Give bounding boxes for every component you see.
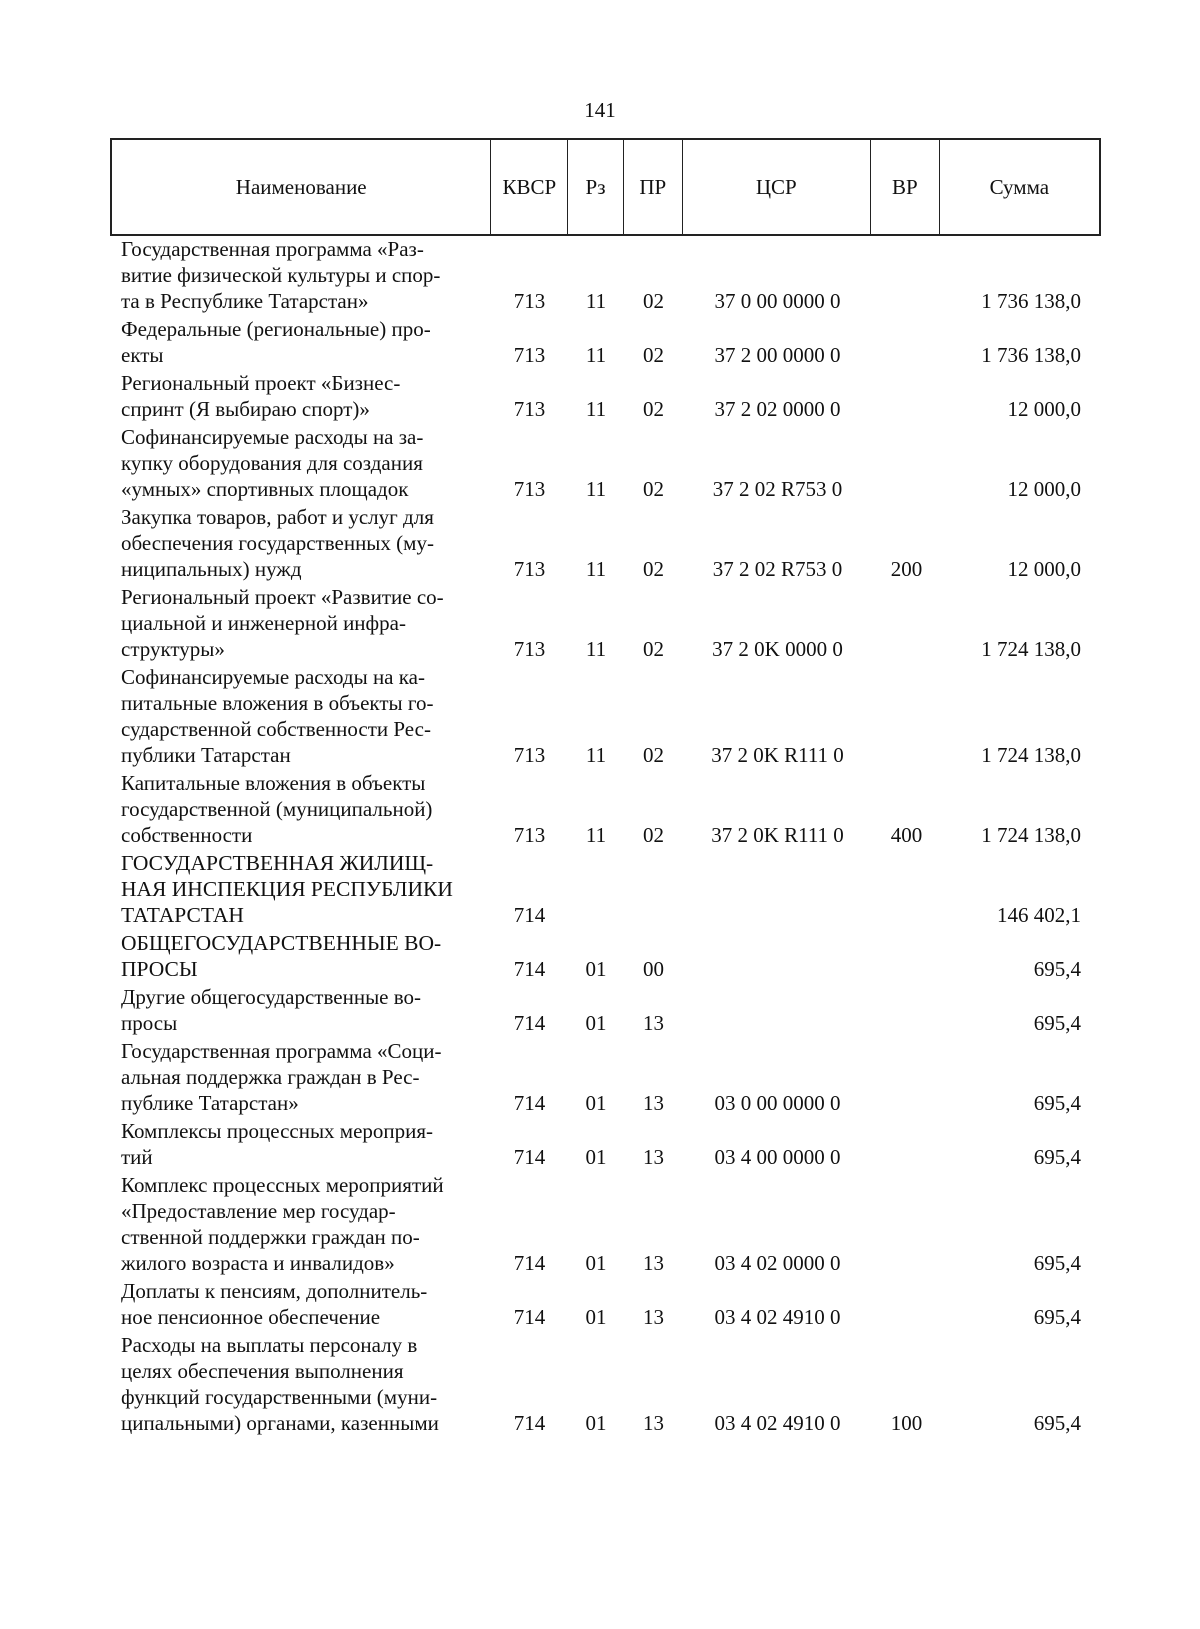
table-body [110,236,1101,1436]
cell-vr [872,636,941,662]
cell-csr: 37 2 0K 0000 0 [712,637,843,661]
cell-vr [872,476,941,502]
cell-vr [872,1090,941,1116]
cell-csr [683,1010,872,1036]
cell-kvsr: 714 [513,1011,546,1035]
cell-kvsr: 713 [513,343,546,367]
cell-kvsr: 713 [513,743,546,767]
cell-kvsr: 714 [513,1251,546,1275]
cell-csr: 37 2 02 R753 0 [712,557,843,581]
cell-sum: 12 000,0 [1007,557,1081,581]
table-row [110,504,1101,582]
header-csr: ЦСР [683,140,871,234]
cell-sum: 1 724 138,0 [981,637,1081,661]
cell-kvsr: 714 [513,1305,546,1329]
cell-vr [872,1250,941,1276]
cell-rz [568,902,624,928]
cell-csr: 03 4 02 4910 0 [714,1411,841,1435]
cell-vr [872,742,941,768]
cell-vr [872,342,941,368]
cell-sum: 1 736 138,0 [981,289,1081,313]
cell-vr [872,902,941,928]
cell-sum: 695,4 [1033,1411,1081,1435]
cell-kvsr: 713 [513,289,546,313]
header-kvsr: КВСР [491,140,568,234]
cell-vr [872,1304,941,1330]
cell-vr: 100 [890,1411,923,1435]
cell-name: Государственная программа «Раз- витие физической культуры и спор- та в Республике Татарстан» [121,237,441,313]
cell-csr: 03 0 00 0000 0 [714,1091,841,1115]
cell-pr: 00 [643,957,664,981]
cell-name: Софинансируемые расходы на ка- питальные вложения в объекты го- сударственной собственности Рес- публики Татарстан [121,665,434,767]
header-pr: ПР [624,140,683,234]
table-header [110,138,1101,236]
table-row [110,584,1101,662]
cell-pr: 13 [643,1305,664,1329]
cell-kvsr: 714 [513,1145,546,1169]
header-rz: Рз [568,140,624,234]
cell-kvsr: 713 [513,637,546,661]
cell-csr: 03 4 02 4910 0 [714,1305,841,1329]
cell-sum: 1 724 138,0 [981,743,1081,767]
cell-name: Капитальные вложения в объекты государственной (муниципальной) собственности [121,771,433,847]
cell-rz: 11 [585,343,607,367]
cell-rz: 01 [585,1305,607,1329]
cell-pr: 13 [643,1011,664,1035]
cell-pr: 13 [643,1145,664,1169]
cell-pr: 13 [643,1411,664,1435]
cell-rz: 01 [585,957,607,981]
cell-name: Федеральные (региональные) про- екты [121,317,431,367]
cell-csr [683,902,872,928]
cell-name: Доплаты к пенсиям, дополнитель- ное пенсионное обеспечение [121,1279,428,1329]
cell-sum: 695,4 [1033,957,1081,981]
cell-rz: 11 [585,397,607,421]
cell-sum: 695,4 [1033,1091,1081,1115]
cell-sum: 1 724 138,0 [981,823,1081,847]
header-vr: ВР [871,140,940,234]
cell-csr: 37 0 00 0000 0 [714,289,841,313]
cell-kvsr: 714 [513,903,546,927]
cell-sum: 695,4 [1033,1011,1081,1035]
cell-sum: 12 000,0 [1007,477,1081,501]
cell-vr [872,396,941,422]
cell-vr [872,1010,941,1036]
cell-sum: 695,4 [1033,1305,1081,1329]
cell-vr [872,956,941,982]
page-number: 141 [584,98,616,122]
cell-csr: 03 4 00 0000 0 [714,1145,841,1169]
cell-name: ОБЩЕГОСУДАРСТВЕННЫЕ ВО- ПРОСЫ [121,931,442,981]
cell-rz: 11 [585,477,607,501]
cell-pr: 02 [643,823,664,847]
cell-csr: 37 2 02 0000 0 [714,397,841,421]
cell-sum: 12 000,0 [1007,397,1081,421]
table-row [110,770,1101,848]
cell-vr [872,288,941,314]
table-row [110,424,1101,502]
cell-rz: 01 [585,1091,607,1115]
cell-vr: 400 [890,823,923,847]
cell-rz: 01 [585,1011,607,1035]
cell-vr [872,1144,941,1170]
cell-csr: 37 2 0K R111 0 [711,823,844,847]
cell-kvsr: 714 [513,957,546,981]
cell-name: Закупка товаров, работ и услуг для обеспечения государственных (му- ниципальных) нужд [121,505,434,581]
cell-rz: 11 [585,289,607,313]
table-row [110,664,1101,768]
cell-pr: 02 [643,477,664,501]
cell-pr [624,902,683,928]
cell-kvsr: 713 [513,557,546,581]
table-row [110,1038,1101,1116]
cell-sum: 146 402,1 [997,903,1081,927]
cell-pr: 02 [643,397,664,421]
cell-rz: 01 [585,1251,607,1275]
cell-csr [683,956,872,982]
table-row [110,930,1101,982]
cell-sum: 695,4 [1033,1251,1081,1275]
cell-csr: 37 2 00 0000 0 [714,343,841,367]
cell-name: Комплекс процессных мероприятий «Предоставление мер государ- ственной поддержки граждан по- жилого возраста и инвалидов» [121,1173,444,1275]
table-row [110,1278,1101,1330]
cell-rz: 11 [585,557,607,581]
cell-rz: 11 [585,743,607,767]
cell-csr: 37 2 0K R111 0 [711,743,844,767]
cell-vr: 200 [890,557,923,581]
cell-pr: 02 [643,743,664,767]
cell-rz: 11 [585,637,607,661]
cell-rz: 01 [585,1411,607,1435]
cell-name: Комплексы процессных мероприя- тий [121,1119,434,1169]
cell-csr: 37 2 02 R753 0 [712,477,843,501]
cell-kvsr: 714 [513,1411,546,1435]
cell-sum: 695,4 [1033,1145,1081,1169]
cell-name: ГОСУДАРСТВЕННАЯ ЖИЛИЩ- НАЯ ИНСПЕКЦИЯ РЕСПУБЛИКИ ТАТАРСТАН [121,851,453,927]
cell-rz: 01 [585,1145,607,1169]
cell-name: Государственная программа «Соци- альная поддержка граждан в Рес- публике Татарстан» [121,1039,442,1115]
cell-pr: 13 [643,1091,664,1115]
cell-kvsr: 713 [513,477,546,501]
cell-rz: 11 [585,823,607,847]
header-name: Наименование [112,140,491,234]
table-row [110,316,1101,368]
cell-pr: 02 [643,289,664,313]
table-row [110,1332,1101,1436]
cell-name: Региональный проект «Бизнес- спринт (Я выбираю спорт)» [121,371,401,421]
table-row [110,850,1101,928]
cell-name: Расходы на выплаты персоналу в целях обеспечения выполнения функций государственными (муни- ципальными) органами, казенными [121,1333,439,1435]
cell-pr: 02 [643,637,664,661]
cell-sum: 1 736 138,0 [981,343,1081,367]
cell-kvsr: 713 [513,397,546,421]
cell-name: Другие общегосударственные во- просы [121,985,422,1035]
cell-kvsr: 714 [513,1091,546,1115]
table-row [110,984,1101,1036]
header-sum: Сумма [989,174,1050,199]
table-row [110,370,1101,422]
cell-kvsr: 713 [513,823,546,847]
cell-csr: 03 4 02 0000 0 [714,1251,841,1275]
cell-name: Региональный проект «Развитие со- циальной и инженерной инфра- структуры» [121,585,444,661]
table-row [110,1118,1101,1170]
cell-pr: 02 [643,343,664,367]
cell-pr: 02 [643,557,664,581]
table-row [110,1172,1101,1276]
table-row [110,236,1101,314]
cell-name: Софинансируемые расходы на за- купку оборудования для создания «умных» спортивных площадок [121,425,424,501]
cell-pr: 13 [643,1251,664,1275]
